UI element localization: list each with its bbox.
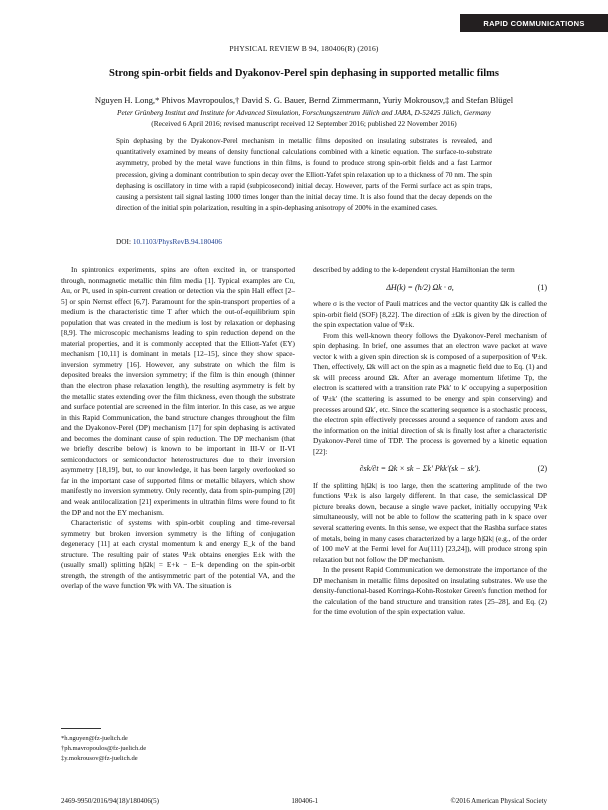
- footer-copyright: ©2016 American Physical Society: [450, 797, 547, 805]
- equation-2-body: ∂sk/∂t = Ωk × sk − Σk′ Pkk′(sk − sk′).: [359, 464, 481, 474]
- abstract: Spin dephasing by the Dyakonov-Perel mechanism in metallic films deposited on insulating substrates is revealed, and quantitatively examined by means of density functional calculations combined with a kinetic equation. The surface-to-substrate asymmetry, probed by the metal wave functions in thin films, is found to produce strong spin-orbit fields and a fast Larmor precession, giving a dominant contribution to spin decay over the Elliott-Yafet spin relaxation up to a thickness of 70 nm. The spin dephasing is oscillatory in time with a rapid (subpicosecond) initial decay. However, parts of the Fermi surface act as spin traps, causing a persistent tail signal lasting 1000 times longer than the initial decay time. It is also found that the decay depends on the direction of the initial spin polarization, resulting in a spin-dephasing anisotropy of 200% in the examined cases.: [116, 137, 492, 213]
- right-column: [313, 265, 547, 618]
- left-column: [61, 265, 295, 592]
- footer-issn: 2469-9950/2016/94(18)/180406(5): [61, 797, 159, 805]
- equation-1: [313, 283, 547, 294]
- journal-line: PHYSICAL REVIEW B 94, 180406(R) (2016): [229, 44, 379, 53]
- doi-line: [116, 237, 222, 246]
- footnote-rule: [61, 728, 101, 729]
- body-paragraph: where σ is the vector of Pauli matrices and the vector quantity Ωk is called the spin-orbit field (SOF) [8,22]. The direction of ±Ωk is given by the direction of the spin expectation value of Ψ±k.: [313, 299, 547, 330]
- doi-label: DOI:: [116, 237, 131, 246]
- received-dates: (Received 6 April 2016; revised manuscript received 12 September 2016; published 22 November 2016): [151, 119, 457, 128]
- page-footer: [61, 797, 547, 805]
- paper-title: Strong spin-orbit fields and Dyakonov-Perel spin dephasing in supported metallic films: [109, 68, 499, 79]
- rapid-communications-banner: RAPID COMMUNICATIONS: [460, 14, 608, 32]
- affiliation: Peter Grünberg Institut and Institute for Advanced Simulation, Forschungszentrum Jülich and JARA, D-52425 Jülich, Germany: [117, 108, 491, 117]
- body-paragraph: In spintronics experiments, spins are often excited in, or transported through, nonmagnetic metallic thin film media [1]. Typical examples are Cu, Au, or Pt, used in spin-current creation or detection via the spin Hall effect [2–5] or spin Nernst effect [6,7]. Paramount for the spin-transport properties of a medium is the characteristic time T after which the out-of-equilibrium spin population that was created in the medium is lost by relaxation or dephasing [8,9]. The microscopic mechanisms leading to spin reduction depend on the material properties, and it is commonly accepted that the Elliott-Yafet (EY) mechanism [10,11] is dominant in metals [12–15], since they show space-inversion symmetry [16]. However, any substrate on which the film is deposited breaks the inversion symmetry; if the film is thin enough (thinner than the electron phase relaxation length), the resulting asymmetry is felt by the metallic states extending over the film thickness, even though the substrate and surface potential are screened in the film interior. In this case, as we argue in this Rapid Communication, the band structure changes throughout the film and the Dyakonov-Perel (DP) mechanism [17] for spin dephasing is activated and becomes the dominant cause of spin reduction. The DP mechanism (that we briefly describe below) is known to be important in III-V or II-VI semiconductors or semiconductor heterostructures due to their inversion asymmetry [18,19], but, to our knowledge, it has been largely overlooked so far in the important case of supported films or metallic bilayers, which show manifestly no inversion symmetry. Only recently, data from spin-pumping [20] and weak antilocalization [21] experiments in ultrathin films were found to fit the DP and not the EY mechanism.: [61, 265, 295, 517]
- doi-link[interactable]: 10.1103/PhysRevB.94.180406: [132, 237, 222, 246]
- footnotes: [61, 734, 295, 765]
- body-paragraph: From this well-known theory follows the Dyakonov-Perel mechanism of spin dephasing. In brief, one assumes that an electron wave packet at wave vector k with a given spin direction sk is composed of a superposition of Ψ±k. Then, effectively, Ωk will act on the spin as a magnetic field due to Eq. (1) and sk will precess around Ωk. After an average momentum lifetime Tp, the electron is scattered with a transition rate Pkk′ to k′ occupying a superposition of Ψ±k′ (the scattering is assumed to be energy and spin conserving) and precesses around Ωk′, etc. Since the scattering sequence is a stochastic process, the electron spin effectively precesses around a sequence of random axes and the information on the initial direction of sk is finally lost after a characteristic Dyakonov-Perel time of TDP. The process is governed by a kinetic equation [22]:: [313, 330, 547, 456]
- footnote-email[interactable]: *h.nguyen@fz-juelich.de: [61, 735, 128, 742]
- footnote-email[interactable]: †ph.mavropoulos@fz-juelich.de: [61, 745, 147, 753]
- equation-2-number: (2): [537, 464, 547, 474]
- equation-2: [313, 464, 547, 475]
- body-paragraph: In the present Rapid Communication we demonstrate the importance of the DP mechanism in metallic films deposited on insulating substrates. We use the density-functional-based Korringa-Kohn-Rostoker Green's function method for the calculation of the band structure and transition rates [25–28], and Eq. (2) for the time evolution of the spin expectation value.: [313, 565, 547, 617]
- equation-1-number: (1): [537, 282, 547, 292]
- footnote-email[interactable]: ‡y.mokrousov@fz-juelich.de: [61, 755, 138, 763]
- body-paragraph: If the splitting ħ|Ωk| is too large, then the scattering amplitude of the two functions Ψ±k is also largely different. In that case, the semiclassical DP picture breaks down, because a single wave packet, initially occupying Ψ±k simultaneously, will not be able to follow the scattering path in k space over several scattering events. In this sense, we expect that the Rashba surface states of metals, being in many cases characterized by a large ħ|Ωk| (e.g., of the order of 100 meV at the Fermi level for Au(111) [23,24]), will produce strong spin relaxation but not follow the DP mechanism.: [313, 480, 547, 564]
- body-paragraph: Characteristic of systems with spin-orbit coupling and time-reversal symmetry but broken inversion symmetry is the lifting of conjugation degeneracy [11] at each crystal momentum k and energy E_k of the band structure. The resulting pair of states Ψ±k obtains energies E±k with the (usually small) splitting ħ|Ωk| = E+k − E−k depending on the spin-orbit strength, the strength of the antisymmetric part of the potential VA, and the overlap of the wave function Ψk with VA. The situation is: [61, 518, 295, 591]
- body-paragraph: described by adding to the k-dependent crystal Hamiltonian the term: [313, 265, 515, 274]
- equation-1-body: ΔH(k) = (ħ/2) Ωk · σ,: [386, 282, 454, 292]
- author-list: Nguyen H. Long,* Phivos Mavropoulos,† David S. G. Bauer, Bernd Zimmermann, Yuriy Mokrousov,‡ and Stefan Blügel: [94, 95, 514, 105]
- footer-page-number: 180406-1: [291, 797, 319, 805]
